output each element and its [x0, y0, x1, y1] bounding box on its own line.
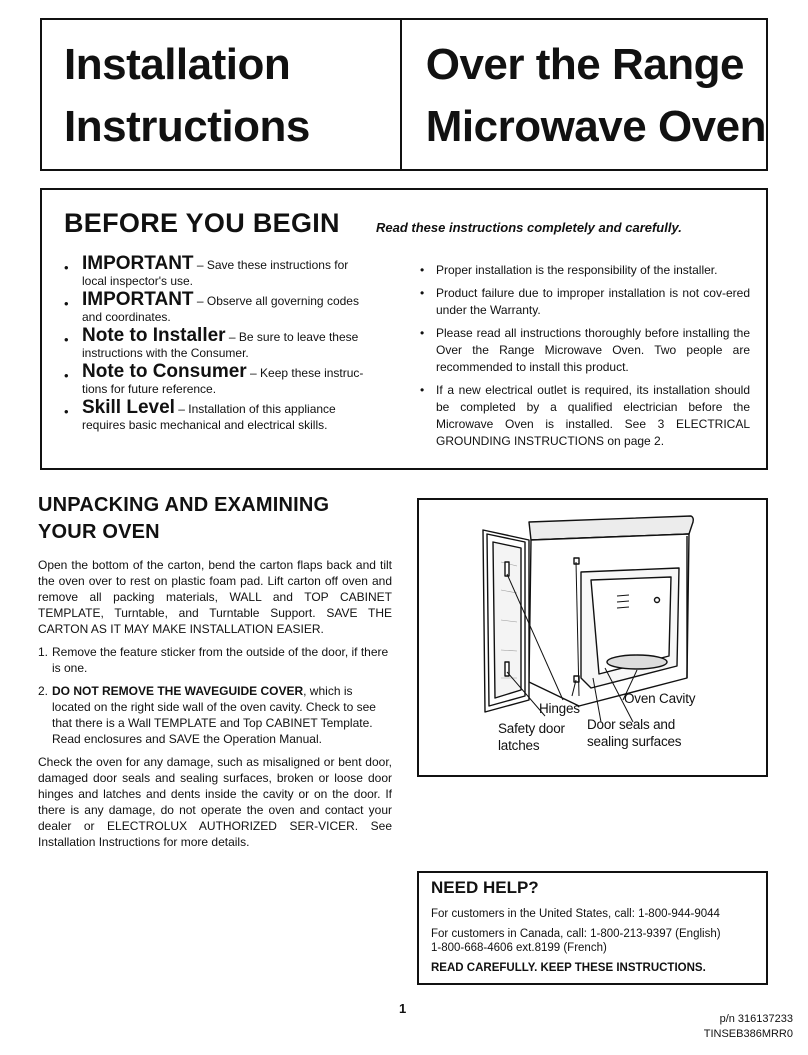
document-code: TINSEB386MRR0: [703, 1028, 793, 1040]
step-text: Remove the feature sticker from the outside of the door, if there is one.: [52, 645, 389, 675]
bullet: •: [64, 332, 69, 347]
list-item: [38, 683, 392, 747]
label-line: Door seals and: [587, 717, 676, 732]
list-item: [62, 361, 382, 397]
label-line: sealing surfaces: [587, 734, 682, 749]
bullet: •: [64, 404, 69, 419]
bullet: •: [64, 368, 69, 383]
turntable: [607, 655, 667, 669]
unpacking-steps: [38, 644, 392, 747]
unpacking-body: [38, 557, 392, 857]
label-door-seals: [587, 716, 681, 750]
note-text: instructions with the Consumer.: [82, 346, 249, 360]
note-text: – Installation of this appliance: [174, 402, 336, 416]
label-oven-cavity: Oven Cavity: [624, 691, 696, 706]
canada-french: 1-800-668-4606 ext.8199 (French): [431, 942, 607, 954]
bullet: •: [64, 296, 69, 311]
list-item: [420, 285, 750, 319]
step-number: 2.: [38, 684, 49, 698]
note-text: tions for future reference.: [82, 382, 217, 396]
list-item: [420, 325, 750, 376]
note-text: local inspector's use.: [82, 274, 194, 288]
note-text: If a new electrical outlet is required, its installation should be completed by a qualified electrician before the Microwave Oven is installed. See 3 ELECTRICAL GROUNDING INSTRUCTIONS on page 2.: [436, 383, 750, 448]
need-help-heading: NEED HELP?: [431, 878, 539, 897]
title-line: Installation: [64, 40, 291, 89]
step-emphasis: DO NOT REMOVE THE WAVEGUIDE COVER: [52, 684, 304, 698]
bullet: •: [420, 263, 425, 277]
keep-instructions-notice: READ CAREFULLY. KEEP THESE INSTRUCTIONS.: [431, 962, 706, 974]
need-help-box: [417, 871, 768, 985]
list-item: [62, 253, 382, 289]
note-text: – Be sure to leave these: [225, 330, 359, 344]
note-text: – Save these instructions for: [193, 258, 349, 272]
us-phone: For customers in the United States, call: 1-800-944-9044: [431, 908, 720, 920]
step-number: 1.: [38, 645, 49, 659]
bullet: •: [420, 326, 425, 340]
unpacking-heading: [38, 492, 398, 546]
note-heading: Skill Level: [82, 397, 175, 418]
section-heading: BEFORE YOU BEGIN: [64, 208, 340, 238]
list-item: [38, 644, 392, 676]
list-item: [62, 325, 382, 361]
note-text: Product failure due to improper installation is not cov-ered under the Warranty.: [436, 286, 750, 317]
note-heading: IMPORTANT: [82, 253, 194, 274]
bullet: •: [64, 260, 69, 275]
section-subtitle: Read these instructions completely and carefully.: [376, 220, 682, 235]
title-line: Microwave Oven: [425, 102, 766, 151]
installation-notes-list: [420, 262, 750, 456]
part-number-block: [704, 1012, 793, 1042]
note-text: – Observe all governing codes: [193, 294, 359, 308]
list-item: [62, 397, 382, 433]
bullet: •: [420, 286, 425, 300]
note-text: Please read all instructions thoroughly before installing the Over the Range Microwave Oven. Two people are recommended to install this product.: [436, 326, 750, 374]
paragraph: Check the oven for any damage, such as misaligned or bent door, damaged door seals and sealing surfaces, broken or loose door hinges and latches and dents inside the cavity or on the door. If there is any damage, do not operate the oven and contact your dealer or ELECTROLUX AUTHORIZED SER-VICER. See Installation Instructions for more details.: [38, 755, 392, 849]
title-line: Over the Range: [425, 40, 744, 89]
label-hinges: Hinges: [539, 701, 580, 716]
list-item: [62, 289, 382, 325]
note-heading: IMPORTANT: [82, 289, 194, 310]
note-heading: Note to Consumer: [82, 361, 247, 382]
note-text: and coordinates.: [82, 310, 171, 324]
title-line: Instructions: [64, 102, 310, 151]
title-header: [40, 18, 768, 171]
label-safety-door-latches: [498, 720, 565, 754]
oven-diagram: [417, 498, 768, 777]
before-you-begin-box: [40, 188, 768, 470]
note-text: requires basic mechanical and electrical skills.: [82, 418, 328, 432]
label-line: latches: [498, 738, 540, 753]
label-line: Safety door: [498, 721, 565, 736]
part-number: p/n 316137233: [719, 1013, 793, 1025]
important-notes-list: [62, 253, 382, 436]
list-item: [420, 382, 750, 450]
bullet: •: [420, 383, 425, 397]
step-text: , which is located on the right side wall of the oven cavity. Check to see that there is a Wall TEMPLATE and Top CABINET Template. Read enclosures and SAVE the Operation Manual.: [52, 684, 376, 746]
title-installation-instructions: [42, 20, 400, 169]
note-text: Proper installation is the responsibility of the installer.: [436, 263, 718, 277]
title-product-name: [400, 20, 766, 169]
paragraph: Open the bottom of the carton, bend the carton flaps back and tilt the oven over to rest on plastic foam pad. Lift carton off oven and remove all packing materials, WALL and TOP CABINET TEMPLATE, Turntable, and Turntable Support. SAVE THE CARTON AS IT MAY MAKE INSTALLATION EASIER.: [38, 558, 392, 636]
heading-line: YOUR OVEN: [38, 521, 160, 543]
list-item: [420, 262, 750, 279]
note-text: – Keep these instruc-: [246, 366, 364, 380]
canada-phone: [431, 927, 754, 955]
note-heading: Note to Installer: [82, 325, 226, 346]
heading-line: UNPACKING AND EXAMINING: [38, 494, 330, 516]
canada-english: For customers in Canada, call: 1-800-213-9397 (English): [431, 928, 721, 940]
page-number: 1: [399, 1001, 407, 1016]
